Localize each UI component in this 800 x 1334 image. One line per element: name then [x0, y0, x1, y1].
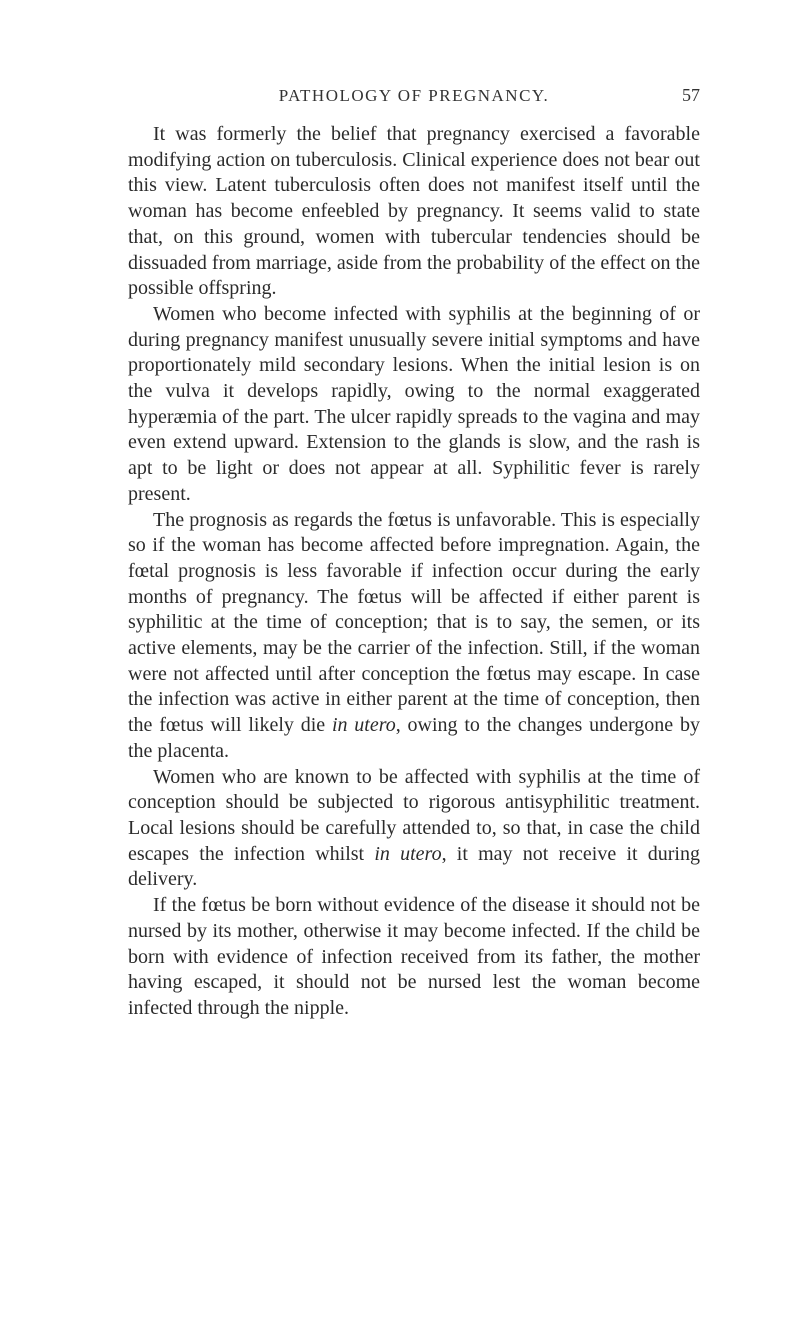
text-segment: Women who become infected with syphilis at the beginning of or during pregnancy manifest unusually severe initial symptoms and have proportionately mild secondary lesions. When the initial lesion is on the vulva it develops rapidly, owing to the normal exaggerated hyperæmia of the part. The ulcer rapidly spreads to the vagina and may even extend upward. Extension to the glands is slow, and the rash is apt to be light or does not appear at all. Syphilitic fever is rarely present. [128, 302, 700, 505]
text-segment: If the fœtus be born without evidence of the disease it should not be nursed by its mother, otherwise it may become infected. If the child be born with evidence of infection received from its father, the mother having escaped, it should not be nursed lest the woman become infected through the nipple. [128, 894, 700, 1019]
text-segment: , owing to the changes undergone by the placenta. [128, 714, 700, 762]
paragraph-foetal-prognosis [128, 508, 700, 765]
body-text [128, 122, 700, 1022]
paragraph-syphilis-symptoms [128, 302, 700, 508]
italic-phrase: in utero [331, 714, 396, 737]
text-segment: It was formerly the belief that pregnancy exercised a favorable modifying action on tuberculosis. Clinical experience does not bear out this view. Latent tuberculosis often does not manifest itself until the woman has become enfeebled by pregnancy. It seems valid to state that, on this ground, women with tubercular tendencies should be dissuaded from marriage, aside from the probability of the effect on the possible offspring. [128, 123, 700, 300]
running-head-title: PATHOLOGY OF PREGNANCY. [278, 86, 550, 105]
text-segment: , it may not receive it during delivery. [128, 842, 700, 891]
paragraph-treatment [128, 765, 700, 894]
page-number: 57 [682, 85, 700, 105]
italic-phrase: in utero [374, 842, 442, 865]
paragraph-nursing [128, 893, 700, 1022]
text-segment: Women who are known to be affected with syphilis at the time of conception should be subjected to rigorous antisyphilitic treatment. Local lesions should be carefully attended to, so that, in case the child escapes the infection whilst [128, 765, 700, 865]
paragraph-tuberculosis [128, 122, 700, 302]
text-segment: The prognosis as regards the fœtus is unfavorable. This is especially so if the woman has become affected before impregnation. Again, the fœtal prognosis is less favorable if infection occur during the early months of pregnancy. The fœtus will be affected if either parent is syphilitic at the time of conception; that is to say, the semen, or its active elements, may be the carrier of the infection. Still, if the woman were not affected until after conception the fœtus may escape. In case the infection was active in either parent at the time of conception, then the fœtus will likely die [128, 508, 700, 737]
running-header [128, 86, 700, 108]
